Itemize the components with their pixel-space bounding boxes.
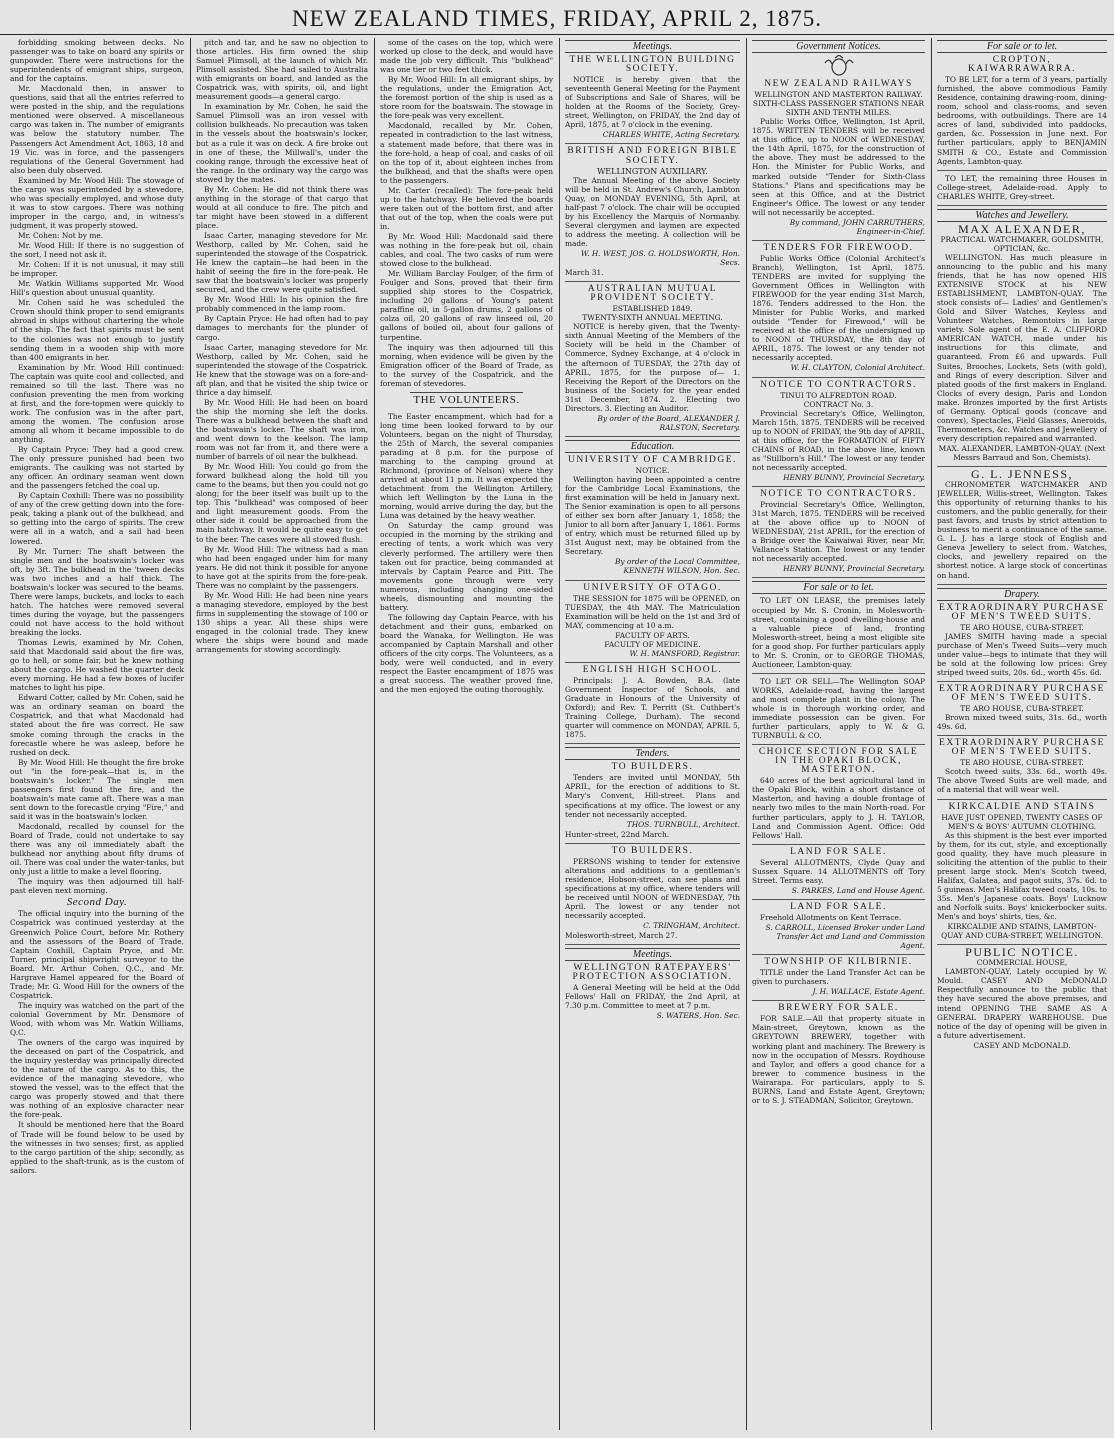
advertisement [752,748,925,844]
article-paragraph: Mr. Cohen: Not by me. [18,230,104,240]
advertisement [752,490,925,578]
article-paragraph: By Mr. Cohen: He did not think there was anything in the storage of that cargo that would at all conduce to fire. The pitch and tar might have been stowed in a different place. [196,184,368,230]
ad-text: Brown mixed tweed suits, 31s. 6d., worth 49s. 6d. [937,713,1107,732]
article-paragraph: Mr. Carter (recalled): The fore-peak held up to the hatchway. He believed the boards were taken out of the bottom first, and after that out of the top, when the coals were put in. [380,185,553,231]
ad-subheading: WELLINGTON AND MASTERTON RAILWAY. [754,90,923,100]
section-heading: THE VOLUNTEERS. [413,393,520,406]
ad-signature: C. TRINGHAM, Architect. [643,921,740,931]
ad-heading: TENDERS FOR FIREWOOD. [763,242,914,253]
ad-signature: By command, JOHN CARRUTHERS, Engineer-in-Chief. [789,217,925,236]
article-paragraph: It should be mentioned here that the Board of Trade will be found below to be used by the witnesses in two senses; first, as applied to the cargo partition of the ship; secondly, as applied to the shaft-trunk, as is the custom of sailors. [10,1120,184,1175]
advertisement [565,847,740,945]
ad-subheading: FACULTY OF MEDICINE. [604,639,701,649]
advertisement [565,56,740,144]
royal-crest-icon [822,55,856,77]
ad-text: The Annual Meeting of the above Society will be held in St. Andrew's Church, Lambton Quay, on MONDAY EVENING, 5th April, at half-past 7 o'clock. The chair will be occupied by his Excellency the Marquis of Normanby. Several clergymen and laymen are expected to address the meeting. A collection will be made. [565,175,740,248]
ad-signature: CASEY AND McDONALD. [973,1040,1071,1050]
article-paragraph: Mr. Wood Hill: If there is no suggestion of the sort, I need not ask it. [10,241,184,260]
ad-heading: NEW ZEALAND RAILWAYS [764,79,913,90]
column-4 [565,38,740,1430]
article-paragraph: Examined by Mr. Wood Hill: The stowage of the cargo was superintended by a stevedore, who was specially employed, and whose duty it was to stow cargoes. There was nothing improper in the cargo, and, in witness's judgment, it was properly stowed. [10,175,184,230]
section-heading: Watches and Jewellery. [937,209,1107,222]
advertisement [565,763,740,843]
article-paragraph: The inquiry was then adjourned till half-past eleven next morning. [10,877,184,896]
article-paragraph: By Mr. Wood Hill: He had been nine years a managing stevedore, employed by the best firms in supplementing the stowage of 100 or 130 ships a year. All these ships were engaged in the colonial trade. They knew where the ships were bound and made arrangements for stowing accordingly. [196,590,368,655]
section-heading: Tenders. [565,747,740,760]
column-1 [10,38,184,1430]
ad-text: NOTICE is hereby given that the seventeenth General Meeting for the Payment of Subscriptions and Sale of Shares, will be holden at the Rooms of the Society, Grey-street, Wellington, on FRIDAY, the 2nd day of April, 1875, at 7 o'clock in the evening. [565,75,740,130]
article-paragraph: The owners of the cargo was inquired by the deceased on part of the Cospatrick, and the inquiry yesterday was principally directed to the nature of the cargo. As to this, the evidence of the managing stevedore, who stowed the vessel, was to the effect that the cargo was properly stowed and that there was nothing of an explosive character near the fore-peak. [10,1038,184,1120]
ad-text: Tenders are invited until MONDAY, 5th APRIL, for the erection of additions to St. Mary's Convent, Hill-street. Plans and specifications at my office. The lowest or any tender not necessarily accepted. [565,773,740,819]
article-paragraph: By Mr. Turner: The shaft between the single men and the boatswain's locker was oft, by 3ft. The bulkhead in the 'tween decks was two inches and a half thick. The boatswain's locker was secured to the beams. There were lamps, buckets, and locks to each hatch. The hatches were removed several times during the voyage, but the passengers could not have access to the hold without breaking the locks. [10,546,184,637]
advertisement [937,174,1107,206]
article-paragraph: By Mr. Wood Hill: He thought the fire broke out "in the fore-peak—that is, in the boatswain's locker." The single men passengers first found the fire, and the boatswain's mate came aft. There was a man sent down to the forecastle crying "Fire," and said it was in the boatswain's locker. [10,757,184,821]
ad-heading: NOTICE TO CONTRACTORS. [760,379,917,390]
ad-heading: UNIVERSITY OF OTAGO. [583,582,722,593]
advertisement [937,467,1107,585]
ad-text: THE SESSION for 1875 will be OPENED, on TUESDAY, the 4th MAY. The Matriculation Examination will be held on the 1st and 3rd of MAY, commencing at 10 a.m. [565,593,740,630]
advertisement [752,381,925,488]
article-paragraph: forbidding smoking between decks. No passenger was to take on board any spirits or gunpowder. There were instructions for the superintendents of emigrant ships, surgeon, and for the captains. [10,38,184,84]
article-paragraph: some of the cases on the top, which were worked up close to the deck, and would have made the job very difficult. This "bulkhead" was one tier or two feet thick. [380,38,553,75]
article-paragraph: By Mr. Wood Hill: In his opinion the fire probably commenced in the lamp room. [196,295,368,314]
section-heading: Meetings. [565,40,740,53]
ad-text: Several ALLOTMENTS, Clyde Quay and Sussex Square. 14 ALLOTMENTS off Tory Street. Terms easy. [752,857,925,885]
article-paragraph: Isaac Carter, managing stevedore for Mr. Westhorp, called by Mr. Cohen, said he superintended the stowage of the Cospatrick. He knew the captain—he had been in the habit of seeing the fire in the fore-peak. He saw that the boatswain's locker was properly secured, and the crew were quite satisfied. [196,230,368,295]
ad-heading: LAND FOR SALE. [790,901,887,912]
article-paragraph: The inquiry was then adjourned till this morning, when evidence will be given by the Emigration officer of the Board of Trade, as to the survey of the Cospatrick, and the foreman of stevedores. [380,342,553,388]
article-paragraph: Macdonald, recalled by Mr. Cohen, repeated in contradiction to the last witness, a statement made before, that there was in the fore-hold, a heap of coal, and casks of oil on the top of it, about eighteen inches from the bulkhead, and that the shafts were open to the passengers. [380,121,553,185]
ad-signature: S. CARROLL, Licensed Broker under Land Transfer Act and Land and Commission Agent. [765,922,925,951]
ad-heading: TO BUILDERS. [611,845,694,856]
ad-text: CHRONOMETER WATCHMAKER AND JEWELLER, Willis-street, Wellington. Takes this opportunity of returning thanks to his customers, and the public generally, for their past favors, and trusts by strict attention to business to merit a continuance of the same. G. L. J. has a large stock of English and Geneva Jewellery to select from. Watches, clocks, and jewellery repaired on the shortest notice. A large stock of concertinas on hand. [937,480,1107,580]
ad-text: WELLINGTON. Has much pleasure in announcing to the public and his many friends, that he has now opened HIS EXTENSIVE STOCK at his NEW ESTABLISHMENT, LAMBTON-QUAY. The stock consists of— Ladies' and Gentlemen's Gold and Silver Watches, Keyless and Volunteer Watches, Remontoirs in large variety. Sole agent of the E. A. CLIFFORD AMERICAN WATCH, made under his instructions for this climate, and guaranteed. From £6 and upwards. Full Suites, Brooches, Lockets, Sets (with gold), and Rings of every description. Silver and plated goods of the first makers in England. Clocks of every design, Paris and London make. Bronzes imported by the first Artists of Germany. Optical goods (concave and convex), Spectacles, Field Glasses, Aneroids, Thermometers, &c. Watches and Jewellery of every description repaired and warranted. [937,252,1107,443]
article-paragraph: By Mr. Wood Hill: Macdonald said there was nothing in the fore-peak but oil, chain cables, and coal. The two casks of rum were stowed close to the bulkhead. [380,231,553,269]
advertisement [565,964,740,1024]
article-paragraph: Thomas Lewis, examined by Mr. Cohen, said that Macdonald said about the fire was, go to hell, or some fair, but he knew nothing about the cargo. He washed the quarter deck every morning. He had a few boxes of lucifer matches to light his pipe. [10,638,184,693]
ad-heading: KIRKCALDIE AND STAINS [948,801,1096,812]
article-paragraph: pitch and tar, and he saw no objection to those articles. His firm owned the ship Samuel Plimsoll, at the launch of which Mr. Plimsoll assisted. She had sailed to Australia with emigrants on board, and landed as the Cospatrick was, with spirits, oil, and light measurement goods—a general cargo. [196,38,368,102]
advertisement [752,596,925,673]
column-rule [374,38,375,1430]
advertisement [937,945,1107,1054]
ad-subheading: COMMERCIAL HOUSE, [976,958,1068,968]
advertisement [752,55,925,241]
ad-heading: EXTRAORDINARY PURCHASE OF MEN'S TWEED SUITS. [939,738,1105,758]
article-paragraph: In examination by Mr. Cohen, he said the Samuel Plimsoll was an iron vessel with collision bulkheads. No precaution was taken in the vessels about the boatswain's locker, but as a rule it was on deck. A fire broke out in one of these, the Millwall's, under the cooking range, through the excessive heat of the range. In the ordinary way the cargo was stowed by the mates. [196,102,368,184]
ad-heading: TOWNSHIP OF KILBIRNIE. [764,957,913,968]
advertisement [752,677,925,745]
ad-heading: PUBLIC NOTICE. [965,945,1079,960]
article-paragraph: Mr. Cohen: If it is not unusual, it may still be improper. [10,260,184,279]
article-paragraph: Isaac Carter, managing stevedore for Mr. Westhorp, called by Mr. Cohen, said he superintended the stowage of the Cospatrick. He knew that the stowage was on a fore-and-aft plan, and that he visited the ship twice or thrice a day himself. [196,342,368,397]
ad-text: TO LET, the remaining three Houses in College-street, Adelaide-road. Apply to CHARLES WHITE, Grey-street. [937,173,1107,201]
ad-subheading: CONTRACT No. 3. [803,399,874,409]
column-5 [752,38,925,1430]
ad-date: March 31. [565,268,604,278]
ad-signature: MAX. ALEXANDER, LAMBTON-QUAY. (Next Messrs Barraud and Son, Chemists). [938,443,1106,462]
advertisement [565,584,740,663]
article-paragraph: The following day Captain Pearce, with his detachment and their guns, embarked on board the Wanaka, for Wellington. He was accompanied by Captain Marshall and other officers of the city corps. The Volunteers, as a body, were well conducted, and in every respect the Easter encampment of 1875 was a great success. The weather proved fine, and the men enjoyed the outing thoroughly. [380,612,553,695]
ad-heading: CROPTON, KAIWARRAWARRA. [967,55,1077,75]
ad-heading: EXTRAORDINARY PURCHASE OF MEN'S TWEED SUITS. [939,684,1105,704]
divider [410,392,523,393]
ad-text: Public Works Office (Colonial Architect's Branch), Wellington, 1st April, 1875. TENDERS are invited for supplying the Government Offices in Wellington with FIREWOOD for the year ending 31st March, 1876. Tenders addressed to the Hon. the Minister for Public Works, and marked outside "Tender for Firewood," will be received at the office of the undersigned up to NOON of THURSDAY, the 8th day of APRIL, 1875. The lowest or any tender not necessarily accepted. [752,253,925,363]
ad-heading: BRITISH AND FOREIGN BIBLE SOCIETY. [567,146,738,166]
article-paragraph: The official inquiry into the burning of the Cospatrick was continued yesterday at the Greenwich Police Court, before Mr. Rothery and the assessors of the Board of Trade, Captain Coxhill, Captain Pryce, and Mr. Turner, principal shipwright surveyor to the Board. Mr. Arthur Cohen, Q.C., and Mr. Hargrave Hamel appeared for the Board of Trade; Mr. G. Wood Hill for the owners of the Cospatrick. [10,909,184,1000]
section-heading: Second Day. [66,896,128,909]
advertisement [752,244,925,378]
ad-signature: S. PARKES, Land and House Agent. [791,885,925,895]
ad-heading: UNIVERSITY OF CAMBRIDGE. [568,454,737,465]
ad-text: Public Works Office, Wellington, 1st April, 1875. WRITTEN TENDERS will be received at this office, up to NOON of WEDNESDAY, the 14th April, 1875, for the construction of the above. They must be addressed to the Hon. the Minister for Public Works, and marked outside "Tender for Sixth-Class Stations." Plans and specifications may be seen at this Office, and at the District Engineer's Office. The lowest or any tender will not necessarily be accepted. [752,117,925,217]
ad-text: FOR SALE.—All that property situate in Main-street, Greytown, known as the GREYTOWN BREWERY, together with working plant and machinery. The Brewery is now in the occupation of Messrs. Roydhouse and Taylor, and offers a good chance for a brewer to commence business in the Wairarapa. For particulars, apply to S. BURNS, Land and Estate Agent, Greytown; or to S. J. STEADMAN, Solicitor, Greytown. [752,1014,925,1105]
advertisement [937,604,1107,682]
advertisement [565,147,740,282]
ad-text: Principals: J. A. Bowden, B.A. (late Government Inspector of Schools, and Graduate in Honours of the University of Oxford); and Rev. T. Perritt (St. Cuthbert's Training College, Durham). The second quarter will commence on MONDAY, APRIL 5, 1875. [565,675,740,740]
masthead [0,0,1114,35]
column-rule [746,38,747,1430]
advertisement [752,958,925,1001]
divider [440,407,493,408]
ad-text: Provincial Secretary's Office, Wellington, 31st March, 1875. TENDERS will be received at the above office up to NOON of WEDNESDAY, 21st APRIL, for the erection of a Bridge over the Kaiwaiwai River, near Mr. Vallance's Station. The lowest or any tender not necessarily accepted. [752,500,925,564]
article-paragraph: Mr. Cohen said he was scheduled the Crown should think proper to send emigrants abroad in ships without chartering the whole of the ship. The fact that spirits must be sent to the colonies was not enough to justify sending them in a wooden ship with more than 400 emigrants in her. [10,298,184,362]
section-heading: Drapery. [937,588,1107,601]
section-heading: For sale or to let. [937,40,1107,53]
ad-subheading: TE ARO HOUSE, CUBA-STREET. [960,758,1084,768]
ad-text: Freehold Allotments on Kent Terrace. [760,912,902,922]
ad-heading: WELLINGTON RATEPAYERS' PROTECTION ASSOCIATION. [572,963,733,983]
article-paragraph: By Captain Pryce: He had often had to pay damages to merchants for the plunder of cargo. [196,314,368,342]
article-paragraph: By Captain Pryce: They had a good crew. The only pressure punished had been two emigrants. The caulking was not started by any officer. An ordinary seaman went down and the passengers fetched the coal up. [10,445,184,491]
ad-heading: ENGLISH HIGH SCHOOL. [582,664,723,675]
advertisement [937,221,1107,467]
ad-signature: W. H. WEST, JOS. G. HOLDSWORTH, Hon. Secs. [580,248,740,268]
ad-heading: THE WELLINGTON BUILDING SOCIETY. [569,55,736,75]
ad-text: Provincial Secretary's Office, Wellington, March 15th, 1875. TENDERS will be received up to NOON of FRIDAY, the 9th day of APRIL, at this office, for the FORMATION of FIFTY CHAINS of ROAD, in the above line, known as "Stillborn's Hill." The lowest or any tender not necessarily accepted. [752,408,925,472]
ad-text: A General Meeting will be held at the Odd Fellows' Hall on FRIDAY, the 2nd April, at 7.30 p.m. Committee to meet at 7 p.m. [565,983,740,1011]
ad-heading: BREWERY FOR SALE. [778,1003,899,1014]
ad-text: TO LET OR SELL—The Wellington SOAP WORKS, Adelaide-road, having the largest and most complete plant in the colony. The whole is in thorough working order, and immediate possession can be given. For further particulars, apply to W. & G. TURNBULL & CO. [752,676,925,741]
ad-heading: AUSTRALIAN MUTUAL PROVIDENT SOCIETY. [587,284,718,304]
ad-text: TO LET ON LEASE, the premises lately occupied by Mr. S. Cronin, in Molesworth-street, containing a good dwelling-house and a valuable piece of land, fronting Molesworth-street, being a most eligible site for a good shop. For further particulars apply to Mr. S. Cronin, or to GEORGE THOMAS, Auctioneer, Lambton-quay. [752,596,925,669]
advertisement [752,903,925,955]
ad-heading: CHOICE SECTION FOR SALE IN THE OPAKI BLOCK, MASTERTON. [758,747,919,776]
ad-subheading: TE ARO HOUSE, CUBA-STREET. [960,704,1084,714]
column-rule [559,38,560,1430]
ad-signature: By order of the Board, ALEXANDER J. RALSTON, Secretary. [597,413,740,432]
advertisement [565,285,740,437]
advertisement [937,685,1107,736]
ad-text: JAMES SMITH having made a special purchase of Men's Tweed Suits—very much under value—begs to intimate that they will be sold at the following low prices: Grey striped tweed suits, 20s. 6d., worth 45s. 6d. [937,631,1107,677]
article-paragraph: Edward Cotter, called by Mr. Cohen, said he was an ordinary seaman on board the Cospatrick, and that what Macdonald had stated about the fire was correct. He saw smoke coming through the cracks in the forecastle where he was asleep, before he rushed on deck. [10,693,184,757]
ad-signature: W. H. CLAYTON, Colonial Architect. [790,363,925,373]
advertisement [937,739,1107,799]
ad-text: TITLE under the Land Transfer Act can be given to purchasers. [752,968,925,987]
article-paragraph: By Mr. Wood Hill: He had been on board the ship the morning she left the docks. There was a bulkhead between the shaft and the boatswain's locker. The shaft was iron, and went down to the keelson. The lamp room was not far from it, and there were a number of barrels of oil near the bulkhead. [196,397,368,462]
ad-subheading: ESTABLISHED 1849. [612,304,693,314]
article-paragraph: The Easter encampment, which had for a long time been looked forward to by our Volunteers, began on the night of Thursday, the 25th of March, the several companies parading at 8 p.m. for the purpose of marching to the camping ground at Richmond, (province of Nelson) where they arrived at about 11 p.m. It was expected the detachment from the Wellington Artillery, which left Wellington by the Luna in the morning, would arrive during the day, but the Luna was detained by the heavy weather. [380,411,553,521]
newspaper-title: NEW ZEALAND TIMES, FRIDAY, APRIL 2, 1875. [292,6,822,31]
ad-heading: EXTRAORDINARY PURCHASE OF MEN'S TWEED SUITS. [939,602,1105,622]
ad-subheading: PRACTICAL WATCHMAKER, GOLDSMITH, OPTICIAN, &c. [940,234,1104,253]
ad-signature: HENRY BUNNY, Provincial Secretary. [783,472,925,482]
ad-text: 640 acres of the best agricultural land in the Opaki Block, within a short distance of Masterton, and having a double frontage of nearly two miles to the main North-road. For further particulars, apply to J. H. TAYLOR, Land and Commission Agent. Office: Odd Fellows' Hall. [752,776,925,840]
ad-subheading: TWENTY-SIXTH ANNUAL MEETING. [582,313,723,323]
advertisement [752,1004,925,1109]
ad-subheading: NOTICE. [635,465,670,475]
ad-heading: MAX ALEXANDER, [958,221,1086,236]
ad-heading: NOTICE TO CONTRACTORS. [760,489,917,500]
ad-text: NOTICE is hereby given, that the Twenty-sixth Annual Meeting of the Members of the Society will be held in the Chamber of Commerce, Sydney Exchange, at 4 o'clock in the afternoon of TUESDAY, the 27th day of APRIL, 1875, for the purpose of— 1. Receiving the Report of the Directors on the business of the Society for the year ended 31st December, 1874. 2. Electing two Directors. 3. Electing an Auditor. [565,322,740,413]
section-heading: Government Notices. [752,40,925,53]
article-paragraph: By Mr. Wood Hill: You could go from the forward bulkhead along the hold till you came to the beams, but then you could not go along; for the beer itself was built up to the top. This "bulkhead" was composed of beer and light measurement goods. From the other side it could be approached from the main hatchway. It would be quite easy to get to the beer. The cases were all stowed flush. [196,462,368,544]
article-paragraph: By Mr. Wood Hill: In all emigrant ships, by the regulations, under the Emigration Act, the foremost portion of the ship is used as a store room for the boatswain. The stowage in the fore-peak was very excellent. [380,75,553,121]
ad-heading: TO BUILDERS. [611,762,694,773]
advertisement [937,803,1107,946]
article-paragraph: By Mr. Wood Hill: The witness had a man who had been engaged under him for many years. He did not think it possible for anyone to have got at the spirits from the fore-peak. There was no complaint by the passengers. [196,544,368,590]
ad-subheading: FACULTY OF ARTS. [615,630,690,640]
article-paragraph: Mr. William Barclay Foulger, of the firm of Foulger and Sons, proved that their firm supplied ship stores to the Cospatrick, including 20 gallons of Young's patent paraffine oil, in 5-gallon drums, 2 gallons of colza oil, 20 gallons of raw linseed oil, 20 gallons of boiled oil, about four gallons of turpentine. [380,269,553,342]
ad-signature: HENRY BUNNY, Provincial Secretary. [783,564,925,574]
article-paragraph: By Captain Coxhill: There was no possibility of any of the crew getting down into the fore-peak, taking a plank out of the bulkhead, and so getting into the cargo of spirits. The crew were all in a watch, and a sail had been lowered. [10,491,184,546]
ad-subheading: SIXTH-CLASS PASSENGER STATIONS NEAR SIXTH AND TENTH MILES. [752,99,925,118]
article-paragraph: Mr. Macdonald then, in answer to questions, said that all the entries referred to were posted in the ship, and the regulations mentioned were observed. A miscellaneous cargo was taken in. The number of emigrants was below the statutory number. The Passengers Act Amendment Act, 1863, 18 and 19 Vic. was in force, and the passengers regulations of the General Government had also been duly observed. [10,84,184,175]
ad-signature: KIRKCALDIE AND STAINS, LAMBTON-QUAY AND CUBA-STREET, WELLINGTON. [941,922,1103,941]
ad-date: Hunter-street, 22nd March. [565,829,670,839]
column-2 [196,38,368,1430]
advertisement [937,56,1107,171]
article-paragraph: The inquiry was watched on the part of the colonial Government by Mr. Densmore of Wood, with whom was Mr. Watkin Williams, Q.C. [10,1000,184,1038]
advertisement [565,666,740,744]
ad-subheading: WELLINGTON AUXILIARY. [597,166,708,176]
ad-text: PERSONS wishing to tender for extensive alterations and additions to a gentleman's residence, Hobson-street, can see plans and specifications at my office, where tenders will be received until NOON of WEDNESDAY, 7th April. The lowest or any tender not necessarily accepted. [565,856,740,921]
ad-subheading: HAVE JUST OPENED, TWENTY CASES OF MEN'S & BOYS' AUTUMN CLOTHING. [941,812,1103,831]
article-paragraph: On Saturday the camp ground was occupied in the morning by the striking and erecting of tents, a work which was very cleverly performed. The artillery were then taken out for practice, being commanded at intervals by Captain Pearce and Pitt. The movements gone through were very numerous, including changing one-sided wheels, dismounting and mounting the battery. [380,521,553,612]
section-heading: For sale or to let. [752,581,925,594]
article-paragraph: Mr. Watkin Williams supported Mr. Wood Hill's question about unusual quantity. [10,279,184,298]
section-heading: Education. [565,440,740,453]
ad-subheading: TINUI TO ALFREDTON ROAD. [780,390,897,400]
ad-text: As this shipment is the best ever imported by them, for its cut, style, and exceptionally good quality, they have much pleasure in soliciting the attention of the public to their present large stock. Men's Scotch tweed, Halifax, Galatea, and pagot suits, 37s. 6d. to 5 guineas. Men's Halifax tweed coats, 10s. to 35s. Men's Japanese coats. Boys' Lucknow and Norfolk suits. Boys' knickerbocker suits. Men's and boys' shirts, ties, &c. [937,830,1107,922]
ad-text: Wellington having been appointed a centre for the Cambridge Local Examinations, the first examination will be held in January next. The Senior examination is open to all persons of either sex born after January 1, 1858; the Junior to all born after January 1, 1861. Forms of entry, which must be returned filled up by 31st August next, may be obtained from the Secretary. [565,475,740,557]
ad-text: Scotch tweed suits, 33s. 6d., worth 49s. The above Tweed Suits are well made, and of a material that will wear well. [937,767,1107,795]
ad-signature: THOS. TURNBULL, Architect. [626,819,740,829]
article-paragraph: Examination by Mr. Wood Hill continued: The captain was quite cool and collected, and remained so till the last. There was no confusion preventing the men from working at first, and the fore-topmen were quickly to work. The confusion was in the after part, among the women. The confusion arose among all whom it became impossible to do anything. [10,362,184,445]
ad-heading: LAND FOR SALE. [790,846,887,857]
column-3 [380,38,553,1430]
section-heading: Meetings. [565,948,740,961]
ad-subheading: TE ARO HOUSE, CUBA-STREET. [960,622,1084,632]
ad-signature: S. WATERS, Hon. Sec. [656,1011,740,1021]
ad-signature: By order of the Local Committee, KENNETH WILSON, Hon. Sec. [614,557,740,576]
advertisement [565,456,740,581]
ad-text: TO BE LET, for a term of 3 years, partially furnished, the above commodious Family Residence, containing drawing-room, dining-room, school and class-rooms, and seven bedrooms, with outbuildings. There are 14 acres of land, subdivided into paddocks, garden, &c. Possession in June next. For further particulars, apply to BENJAMIN SMITH & CO., Estate and Commission Agents, Lambton-quay. [937,75,1107,166]
advertisement [752,848,925,900]
ad-signature: CHARLES WHITE, Acting Secretary. [602,130,740,140]
ad-signature: W. H. MANSFORD, Registrar. [629,648,740,658]
ad-heading: G. L. JENNESS, [970,467,1073,482]
column-rule [931,38,932,1430]
article-paragraph: Macdonald, recalled by counsel for the Board of Trade, could not undertake to say there was any oil immediately abaft the bulkhead nor anything about fifty drums of oil. There was coal under the water-tanks, but only just a little to make a level flooring. [10,821,184,877]
ad-date: Molesworth-street, March 27. [565,931,678,941]
column-rule [190,38,191,1430]
column-6 [937,38,1107,1430]
ad-text: LAMBTON-QUAY, Lately occupied by W. Mould. CASEY AND McDONALD Respectfully announce to the public that they have secured the above premises, and intend OPENING THE SAME AS A GENERAL DRAPERY WAREHOUSE. Due notice of the day of opening will be given in a future advertisement. [937,967,1107,1040]
ad-signature: J. H. WALLACE, Estate Agent. [812,987,925,997]
